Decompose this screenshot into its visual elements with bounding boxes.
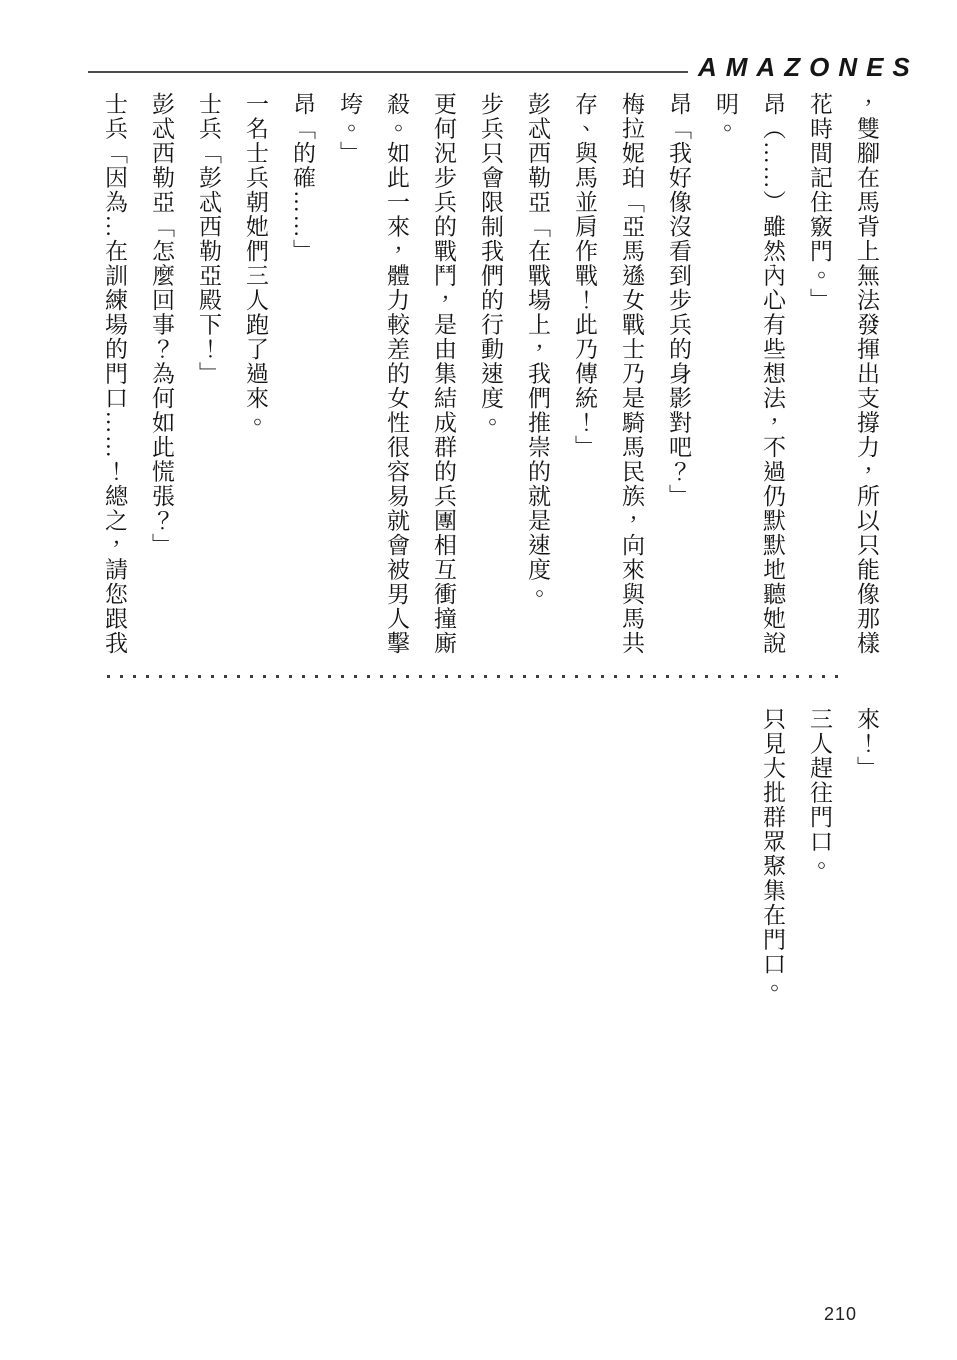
paragraph: 三人趕往門口。	[807, 707, 832, 879]
scene-separator	[107, 675, 845, 678]
paragraph: 來！」	[854, 707, 879, 781]
paragraph: 昂「我好像沒看到步兵的身影對吧？」	[666, 92, 691, 509]
page-number: 210	[824, 1304, 858, 1324]
paragraph: 步兵只會限制我們的行動速度。	[478, 92, 503, 435]
paragraph: 士兵「彭忒西勒亞殿下！」	[196, 92, 221, 386]
paragraph: 彭忒西勒亞「怎麼回事？為何如此慌張？」	[149, 92, 174, 558]
scene-text-block-bottom	[749, 707, 890, 1007]
paragraph: 一名士兵朝她們三人跑了過來。	[243, 92, 268, 435]
paragraph: ，雙腳在馬背上無法發揮出支撐力，所以只能像那樣花時間記住竅門。」	[807, 92, 879, 656]
header-rule	[88, 71, 688, 73]
paragraph: 更何況步兵的戰鬥，是由集結成群的兵團相互衝撞廝殺。如此一來，體力較差的女性很容易就會被男人擊垮。」	[337, 92, 456, 656]
paragraph: 昂「的確……」	[290, 92, 315, 264]
scene-text-block-top	[91, 92, 890, 660]
paragraph: 昂（……）雖然內心有些想法，不過仍默默地聽她說明。	[713, 92, 785, 656]
paragraph: 只見大批群眾聚集在門口。	[760, 707, 785, 1001]
page-header-title: AMAZONES	[698, 52, 919, 82]
paragraph: 士兵「因為…在訓練場的門口……！總之，請您跟我	[102, 92, 127, 656]
paragraph: 梅拉妮珀「亞馬遜女戰士乃是騎馬民族，向來與馬共存、與馬並肩作戰！此乃傳統！」	[572, 92, 644, 656]
paragraph: 彭忒西勒亞「在戰場上，我們推崇的就是速度。	[525, 92, 550, 607]
